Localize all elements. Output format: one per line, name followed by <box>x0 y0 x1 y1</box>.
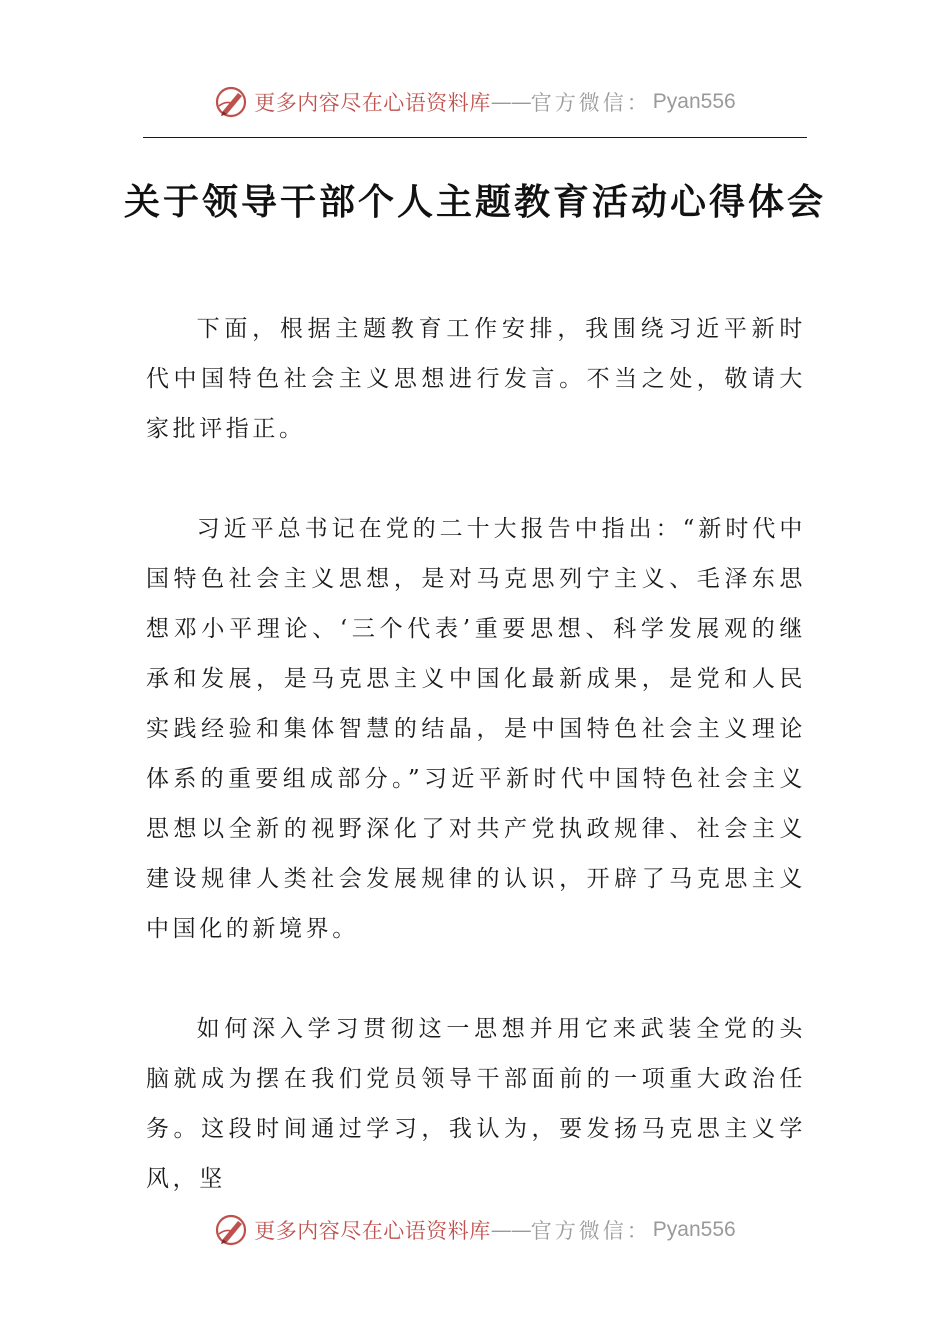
header-banner <box>0 82 950 122</box>
pen-logo-icon <box>214 1212 250 1248</box>
banner-wechat-label: 官方微信： <box>530 91 651 115</box>
banner-main-text: 更多内容尽在心语资料库 <box>254 91 491 115</box>
pen-logo-icon <box>214 84 250 120</box>
footer-banner <box>0 1210 950 1250</box>
paragraph-2: 习近平总书记在党的二十大报告中指出：“新时代中国特色社会主义思想，是对马克思列宁主义、毛泽东思想邓小平理论、‘三个代表’重要思想、科学发展观的继承和发展，是马克思主义中国化最新成果，是党和人民实践经验和集体智慧的结晶，是中国特色社会主义理论体系的重要组成部分。”习近平新时代中国特色社会主义思想以全新的视野深化了对共产党执政规律、社会主义建设规律人类社会发展规律的认识，开辟了马克思主义中国化的新境界。 <box>146 516 806 942</box>
document-title: 关于领导干部个人主题教育活动心得体会 <box>123 181 826 223</box>
banner-dash: —— <box>490 1218 531 1242</box>
banner-dash: —— <box>490 90 531 114</box>
banner-wechat-label: 官方微信： <box>530 1219 651 1243</box>
header-divider <box>143 137 807 138</box>
paragraph-3: 如何深入学习贯彻这一思想并用它来武装全党的头脑就成为摆在我们党员领导干部面前的一项重大政治任务。这段时间通过学习，我认为，要发扬马克思主义学风，坚 <box>146 1016 806 1192</box>
banner-wechat-id: Pyan556 <box>652 1218 736 1241</box>
banner-wechat-id: Pyan556 <box>652 90 736 113</box>
paragraph-1: 下面，根据主题教育工作安排，我围绕习近平新时代中国特色社会主义思想进行发言。不当之处，敬请大家批评指正。 <box>146 316 806 442</box>
document-body <box>146 304 806 1254</box>
banner-main-text: 更多内容尽在心语资料库 <box>254 1219 491 1243</box>
